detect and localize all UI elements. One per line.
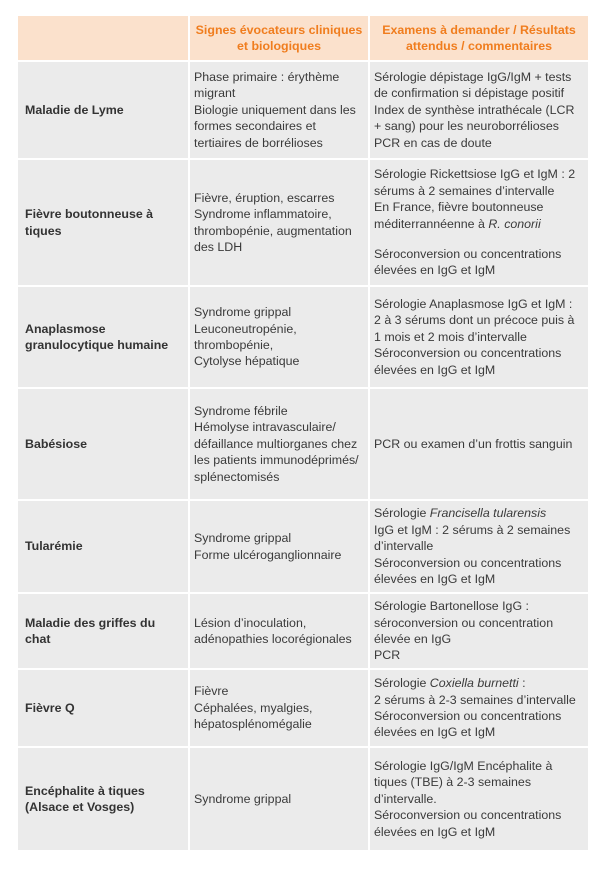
disease-name: Anaplasmose granulocytique humaine bbox=[18, 287, 190, 389]
tick-diseases-table bbox=[18, 16, 590, 852]
disease-name: Fièvre Q bbox=[18, 670, 190, 748]
spacer bbox=[374, 232, 582, 246]
exam-line: Séroconversion ou concentrations élevées en IgG et IgM bbox=[374, 808, 562, 839]
exam-line: Index de synthèse intrathécale (LCR + sang) pour les neuroborrélioses bbox=[374, 102, 575, 134]
exams-cell bbox=[370, 287, 590, 389]
sign-line: Biologie uniquement dans les formes secondaires et tertiaires de borrélioses bbox=[194, 102, 356, 150]
disease-name: Maladie des griffes du chat bbox=[18, 594, 190, 670]
clinical-signs-cell bbox=[190, 287, 370, 389]
exam-line bbox=[374, 675, 582, 691]
table-row bbox=[18, 501, 590, 594]
sign-line: Fièvre, éruption, escarres bbox=[194, 190, 335, 205]
exam-line: 2 sérums à 2-3 semaines d’intervalle bbox=[374, 692, 576, 707]
disease-name: Babésiose bbox=[18, 389, 190, 501]
exam-line bbox=[374, 505, 582, 521]
sign-line: Cytolyse hépatique bbox=[194, 354, 300, 369]
clinical-signs-cell bbox=[190, 160, 370, 287]
exam-text: Sérologie bbox=[374, 506, 430, 521]
sign-line: Céphalées, myalgies, hépatosplénomégalie bbox=[194, 700, 313, 732]
sign-line: Syndrome grippal bbox=[194, 531, 292, 546]
header-exams: Examens à demander / Résultats attendus / commentaires bbox=[370, 16, 590, 62]
table-row bbox=[18, 62, 590, 160]
exams-cell bbox=[370, 748, 590, 852]
clinical-signs-cell bbox=[190, 62, 370, 160]
exam-text: : bbox=[518, 676, 526, 691]
exam-line bbox=[374, 199, 582, 232]
exams-cell bbox=[370, 594, 590, 670]
exam-line: Séroconversion ou concentrations élevées en IgG et IgM bbox=[374, 346, 562, 377]
disease-name: Tularémie bbox=[18, 501, 190, 594]
exam-line: PCR en cas de doute bbox=[374, 135, 492, 150]
exam-organism: Francisella tularensis bbox=[429, 506, 547, 521]
exam-organism: Coxiella burnetti bbox=[429, 676, 519, 691]
sign-line: Leuconeutropénie, thrombopénie, bbox=[194, 321, 297, 352]
exam-line: IgG et IgM : 2 sérums à 2 semaines d’intervalle bbox=[374, 522, 571, 554]
table-header-row bbox=[18, 16, 590, 62]
exams-cell bbox=[370, 501, 590, 594]
clinical-signs-cell bbox=[190, 748, 370, 852]
sign-line: Forme ulcéroganglionnaire bbox=[194, 547, 342, 562]
exam-line: Sérologie dépistage IgG/IgM + tests de confirmation si dépistage positif bbox=[374, 69, 572, 101]
exam-line: Sérologie Bartonellose IgG : séroconversion ou concentration élevée en IgG bbox=[374, 599, 554, 646]
disease-name: Maladie de Lyme bbox=[18, 62, 190, 160]
exams-cell bbox=[370, 62, 590, 160]
table-row bbox=[18, 287, 590, 389]
sign-line: Phase primaire : érythème migrant bbox=[194, 69, 340, 101]
exams-cell bbox=[370, 389, 590, 501]
table-row bbox=[18, 160, 590, 287]
sign-line: Syndrome grippal bbox=[194, 305, 292, 320]
exams-cell bbox=[370, 160, 590, 287]
sign-line: Syndrome grippal bbox=[194, 791, 292, 806]
table-row bbox=[18, 389, 590, 501]
table-row bbox=[18, 594, 590, 670]
exam-line: Sérologie IgG/IgM Encéphalite à tiques (TBE) à 2-3 semaines d’intervalle. bbox=[374, 758, 553, 806]
disease-name: Encéphalite à tiques (Alsace et Vosges) bbox=[18, 748, 190, 852]
exams-cell bbox=[370, 670, 590, 748]
header-signs: Signes évocateurs cliniques et biologiques bbox=[190, 16, 370, 62]
exam-text: Sérologie bbox=[374, 676, 430, 691]
exam-text: En France, fièvre boutonneuse méditerrannéenne à bbox=[374, 200, 544, 231]
sign-line: Fièvre bbox=[194, 684, 229, 699]
exam-line: PCR bbox=[374, 648, 401, 663]
disease-name: Fièvre boutonneuse à tiques bbox=[18, 160, 190, 287]
table-row bbox=[18, 748, 590, 852]
exam-line: PCR ou examen d’un frottis sanguin bbox=[374, 436, 573, 451]
header-disease bbox=[18, 16, 190, 62]
clinical-signs-cell bbox=[190, 670, 370, 748]
clinical-signs-cell bbox=[190, 594, 370, 670]
sign-line: Syndrome fébrile bbox=[194, 403, 288, 418]
exam-line: Séroconversion ou concentrations élevées en IgG et IgM bbox=[374, 709, 562, 740]
sign-line: Lésion d’inoculation, adénopathies locorégionales bbox=[194, 615, 352, 646]
clinical-signs-cell bbox=[190, 501, 370, 594]
exam-line: Sérologie Anaplasmose IgG et IgM : 2 à 3 sérums dont un précoce puis à 1 mois et 2 mois d’intervalle bbox=[374, 296, 575, 344]
sign-line: Hémolyse intravasculaire/ défaillance multiorganes chez les patients immunodéprimés/ splénectomisés bbox=[194, 420, 359, 484]
clinical-signs-cell bbox=[190, 389, 370, 501]
table-row bbox=[18, 670, 590, 748]
exam-line: Séroconversion ou concentrations élevées en IgG et IgM bbox=[374, 555, 562, 587]
exam-line: Sérologie Rickettsiose IgG et IgM : 2 sérums à 2 semaines d’intervalle bbox=[374, 167, 576, 198]
sign-line: Syndrome inflammatoire, thrombopénie, augmentation des LDH bbox=[194, 207, 352, 254]
exam-line: Séroconversion ou concentrations élevées en IgG et IgM bbox=[374, 246, 562, 278]
exam-organism: R. conorii bbox=[488, 216, 541, 231]
